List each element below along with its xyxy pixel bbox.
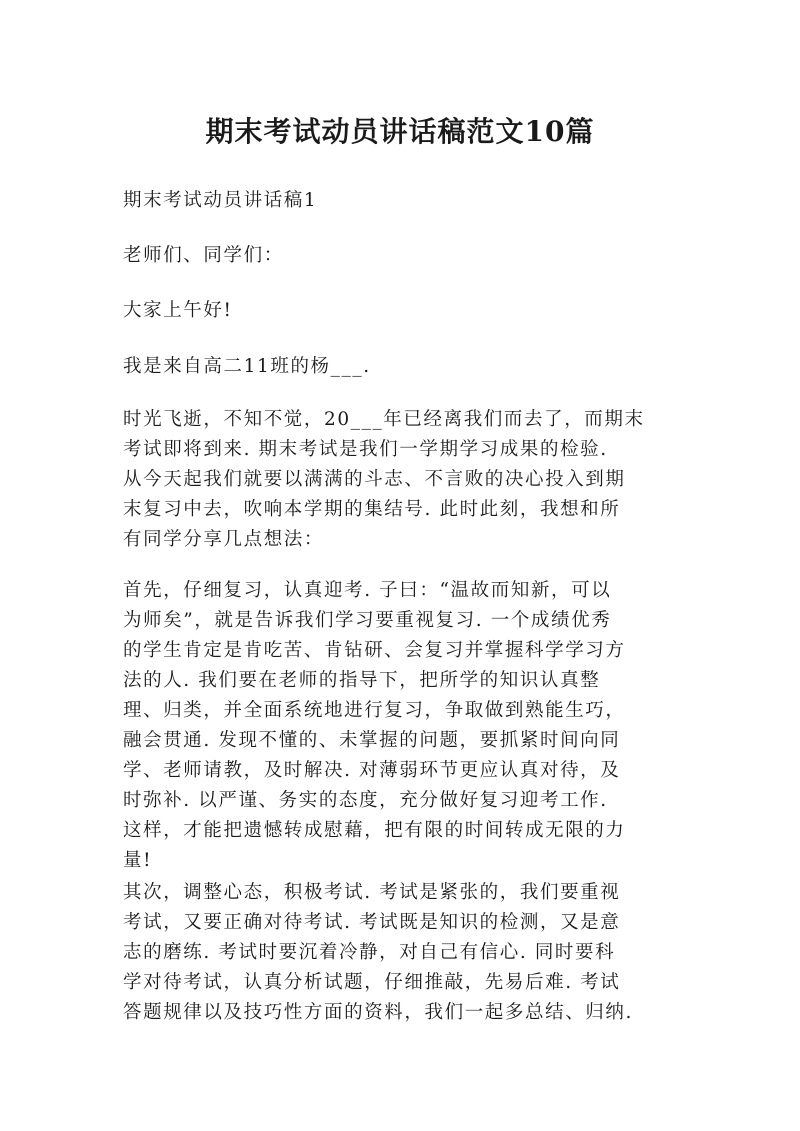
text-line: 答题规律以及技巧性方面的资料，我们一起多总结、归纳. bbox=[123, 1002, 633, 1023]
text-line: 融会贯通. 发现不懂的、未掌握的问题，要抓紧时间向同 bbox=[123, 730, 621, 751]
text-line: 我是来自高二11班的杨___. bbox=[123, 356, 371, 377]
text-line: 量! bbox=[123, 850, 153, 871]
text-line: 考试，又要正确对待考试. 考试既是知识的检测，又是意 bbox=[123, 912, 621, 933]
text-line: 有同学分享几点想法： bbox=[123, 529, 325, 550]
text-line: 从今天起我们就要以满满的斗志、不言败的决心投入到期 bbox=[123, 469, 626, 490]
paragraph-greeting bbox=[123, 241, 683, 271]
text-line: 学、老师请教，及时解决. 对薄弱环节更应认真对待，及 bbox=[123, 760, 621, 781]
document-title: 期末考试动员讲话稿范文10篇 bbox=[205, 115, 595, 148]
text-line: 老师们、同学们： bbox=[123, 245, 284, 266]
text-line: 理、归类，并全面系统地进行复习，争取做到熟能生巧， bbox=[123, 700, 626, 721]
text-line: 志的磨练. 考试时要沉着冷静，对自己有信心. 同时要科 bbox=[123, 942, 616, 963]
text-line: 为师矣”，就是告诉我们学习要重视复习. 一个成绩优秀 bbox=[123, 610, 612, 631]
text-line: 首先，仔细复习，认真迎考. 子曰：“温故而知新，可以 bbox=[123, 580, 612, 601]
text-line: 这样，才能把遗憾转成慰藉，把有限的时间转成无限的力 bbox=[123, 820, 626, 841]
text-line: 法的人. 我们要在老师的指导下，把所学的知识认真整 bbox=[123, 670, 601, 691]
text-line: 期末考试动员讲话稿1 bbox=[123, 190, 318, 211]
text-line: 时光飞逝，不知不觉，20___年已经离我们而去了，而期末 bbox=[123, 409, 645, 430]
text-line: 其次，调整心态，积极考试. 考试是紧张的，我们要重视 bbox=[123, 882, 621, 903]
paragraph-opening bbox=[123, 405, 683, 555]
paragraph-introduction bbox=[123, 352, 683, 382]
paragraph-point-one bbox=[123, 576, 683, 876]
text-line: 末复习中去，吹响本学期的集结号. 此时此刻，我想和所 bbox=[123, 499, 621, 520]
text-line: 大家上午好! bbox=[123, 300, 233, 321]
paragraph-subtitle bbox=[123, 186, 683, 216]
text-line: 学对待考试，认真分析试题，仔细推敲，先易后难. 考试 bbox=[123, 972, 621, 993]
paragraph-salutation bbox=[123, 296, 683, 326]
text-line: 考试即将到来. 期末考试是我们一学期学习成果的检验. bbox=[123, 439, 608, 460]
paragraph-point-two bbox=[123, 878, 683, 1028]
text-line: 的学生肯定是肯吃苦、肯钻研、会复习并掌握科学学习方 bbox=[123, 640, 626, 661]
text-line: 时弥补. 以严谨、务实的态度，充分做好复习迎考工作. bbox=[123, 790, 608, 811]
